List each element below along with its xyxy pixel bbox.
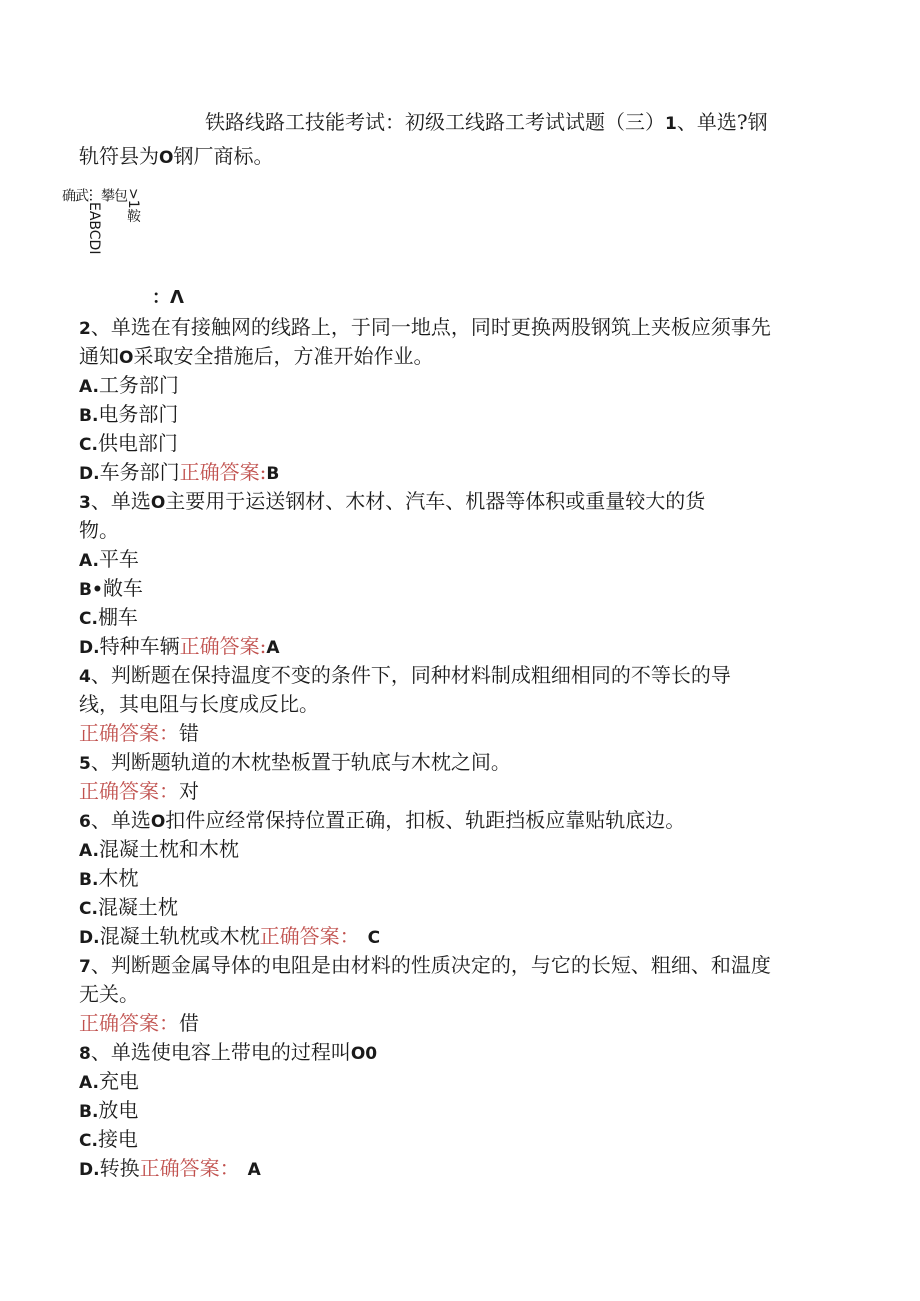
- q7-line-1: [79, 953, 771, 979]
- q2-text2-post: 采取安全措施后，方准开始作业。: [133, 344, 434, 368]
- option-text: 转换: [99, 1156, 140, 1180]
- q6-option-d: [79, 924, 380, 950]
- q7-number: 7: [79, 957, 91, 977]
- q6-text-post: 扣件应经常保持位置正确，扣板、轨距挡板应靠贴轨底边。: [165, 808, 686, 832]
- q3-text-post: 主要用于运送钢材、木材、汽车、机器等体积或重量较大的货: [165, 489, 706, 513]
- q6-number: 6: [79, 812, 91, 832]
- title-line: [205, 110, 768, 136]
- q4-answer-line: [79, 721, 199, 745]
- q6-option-b: [79, 866, 138, 892]
- q2-option-c: [79, 431, 178, 457]
- q3-answer-label: 正确答案:: [179, 634, 267, 658]
- q1-text-post: 钢厂商标。: [173, 144, 274, 168]
- q4-text2: 线，其电阻与长度成反比。: [79, 692, 319, 716]
- option-letter: C.: [79, 435, 98, 455]
- q7-answer-line: [79, 1011, 199, 1035]
- option-letter: D.: [79, 928, 100, 948]
- q8-option-d: [79, 1156, 261, 1182]
- q6-blank: O: [150, 812, 166, 832]
- option-text: 充电: [98, 1069, 139, 1093]
- q1-answer: [152, 287, 184, 309]
- q8-answer-label: 正确答案：: [139, 1156, 240, 1180]
- q6-option-a: [79, 837, 239, 863]
- q1-vert-5: 确: [60, 188, 76, 202]
- q8-answer: A: [247, 1160, 261, 1180]
- q6-answer: C: [367, 928, 381, 948]
- q4-answer-label: 正确答案：: [79, 721, 179, 745]
- q3-number: 3: [79, 493, 91, 513]
- q6-option-c: [79, 895, 178, 921]
- option-letter: B.: [79, 1102, 99, 1122]
- q1-blank: O: [159, 148, 174, 168]
- q2-text: 、单选在有接触网的线路上，于同一地点，同时更换两股钢筑上夹板应须事先: [90, 315, 771, 339]
- q6-answer-label: 正确答案：: [259, 924, 360, 948]
- option-letter: D.: [79, 464, 100, 484]
- q8-option-b: [79, 1098, 138, 1124]
- q6-line-1: [79, 808, 685, 834]
- q2-answer: B: [266, 464, 280, 484]
- q5-text: 、判断题轨道的木枕垫板置于轨底与木枕之间。: [90, 750, 511, 774]
- option-letter: A.: [79, 1073, 99, 1093]
- q5-line-1: [79, 750, 511, 776]
- option-text: 工务部门: [98, 373, 179, 397]
- q2-option-d: [79, 460, 279, 486]
- q7-answer-label: 正确答案：: [79, 1011, 179, 1035]
- q1-number: 1: [665, 114, 677, 134]
- option-letter: D.: [79, 638, 100, 658]
- q4-line-2: [79, 692, 319, 716]
- q5-number: 5: [79, 754, 91, 774]
- q5-answer-label: 正确答案：: [79, 779, 179, 803]
- q3-line-1: [79, 489, 705, 515]
- q1-vert-0: >1鞍: [125, 188, 141, 223]
- option-text: 敞车: [102, 576, 143, 600]
- q3-answer: A: [266, 638, 280, 658]
- option-text: 车务部门: [99, 460, 180, 484]
- option-letter: C.: [79, 609, 98, 629]
- q2-text2-pre: 通知: [79, 344, 119, 368]
- q2-option-a: [79, 373, 179, 399]
- option-text: 特种车辆: [99, 634, 180, 658]
- q1-vert-2: 攀: [99, 188, 115, 202]
- q2-blank: O: [119, 348, 134, 368]
- option-letter: B.: [79, 870, 99, 890]
- option-text: 棚车: [97, 605, 138, 629]
- q3-line-2: [79, 518, 119, 542]
- q7-answer: 借: [179, 1011, 199, 1035]
- q7-text2: 无关。: [79, 982, 139, 1006]
- q3-option-a: [79, 547, 139, 573]
- q1-head: 、单选?钢: [676, 110, 768, 134]
- q8-number: 8: [79, 1044, 91, 1064]
- option-letter: A.: [79, 551, 99, 571]
- q8-line-1: [79, 1040, 377, 1066]
- option-letter: B.: [79, 406, 99, 426]
- q3-text-pre: 、单选: [90, 489, 151, 513]
- q2-number: 2: [79, 319, 91, 339]
- option-letter: A.: [79, 377, 99, 397]
- q1-vertical-options: [60, 188, 141, 308]
- q1-answer-value: Λ: [170, 287, 184, 308]
- q7-line-2: [79, 982, 139, 1006]
- option-text: 放电: [98, 1098, 139, 1122]
- q8-option-a: [79, 1069, 139, 1095]
- q4-number: 4: [79, 667, 91, 687]
- q1-text: 轨符县为: [79, 144, 159, 168]
- option-text: 混凝土枕: [97, 895, 178, 919]
- q1-answer-sep: ：: [152, 287, 170, 308]
- q7-text: 、判断题金属导体的电阻是由材料的性质决定的，与它的长短、粗细、和温度: [90, 953, 771, 977]
- q8-option-c: [79, 1127, 138, 1153]
- q2-line-1: [79, 315, 771, 341]
- q3-option-d: [79, 634, 280, 660]
- q3-option-c: [79, 605, 138, 631]
- q2-answer-label: 正确答案:: [179, 460, 267, 484]
- q4-answer: 错: [179, 721, 199, 745]
- q5-answer: 对: [179, 779, 199, 803]
- document-title: 铁路线路工技能考试：初级工线路工考试试题（三）: [205, 110, 665, 134]
- option-text: 接电: [97, 1127, 138, 1151]
- q6-text-pre: 、单选: [90, 808, 151, 832]
- option-text: 电务部门: [98, 402, 179, 426]
- q3-option-b: [79, 576, 143, 602]
- q8-blank: O0: [350, 1044, 378, 1064]
- q2-line-2: [79, 344, 433, 370]
- q3-text2: 物。: [79, 518, 119, 542]
- q2-option-b: [79, 402, 178, 428]
- option-text: 木枕: [98, 866, 139, 890]
- option-letter: C.: [79, 1131, 98, 1151]
- option-text: 平车: [98, 547, 139, 571]
- q4-line-1: [79, 663, 731, 689]
- option-letter: B•: [79, 580, 103, 600]
- option-text: 混凝土枕和木枕: [98, 837, 239, 861]
- q1-continuation: [79, 144, 273, 170]
- q1-vert-3: …EABCDI: [86, 188, 102, 255]
- option-letter: A.: [79, 841, 99, 861]
- option-text: 混凝土轨枕或木枕: [99, 924, 260, 948]
- q8-text: 、单选使电容上带电的过程叫: [90, 1040, 351, 1064]
- q4-text: 、判断题在保持温度不变的条件下，同种材料制成粗细相同的不等长的导: [90, 663, 731, 687]
- q1-vert-4: 武: [73, 188, 89, 202]
- q5-answer-line: [79, 779, 199, 803]
- option-letter: C.: [79, 899, 98, 919]
- q3-blank: O: [150, 493, 166, 513]
- option-text: 供电部门: [97, 431, 178, 455]
- q1-vert-1: 包: [112, 188, 128, 202]
- option-letter: D.: [79, 1160, 100, 1180]
